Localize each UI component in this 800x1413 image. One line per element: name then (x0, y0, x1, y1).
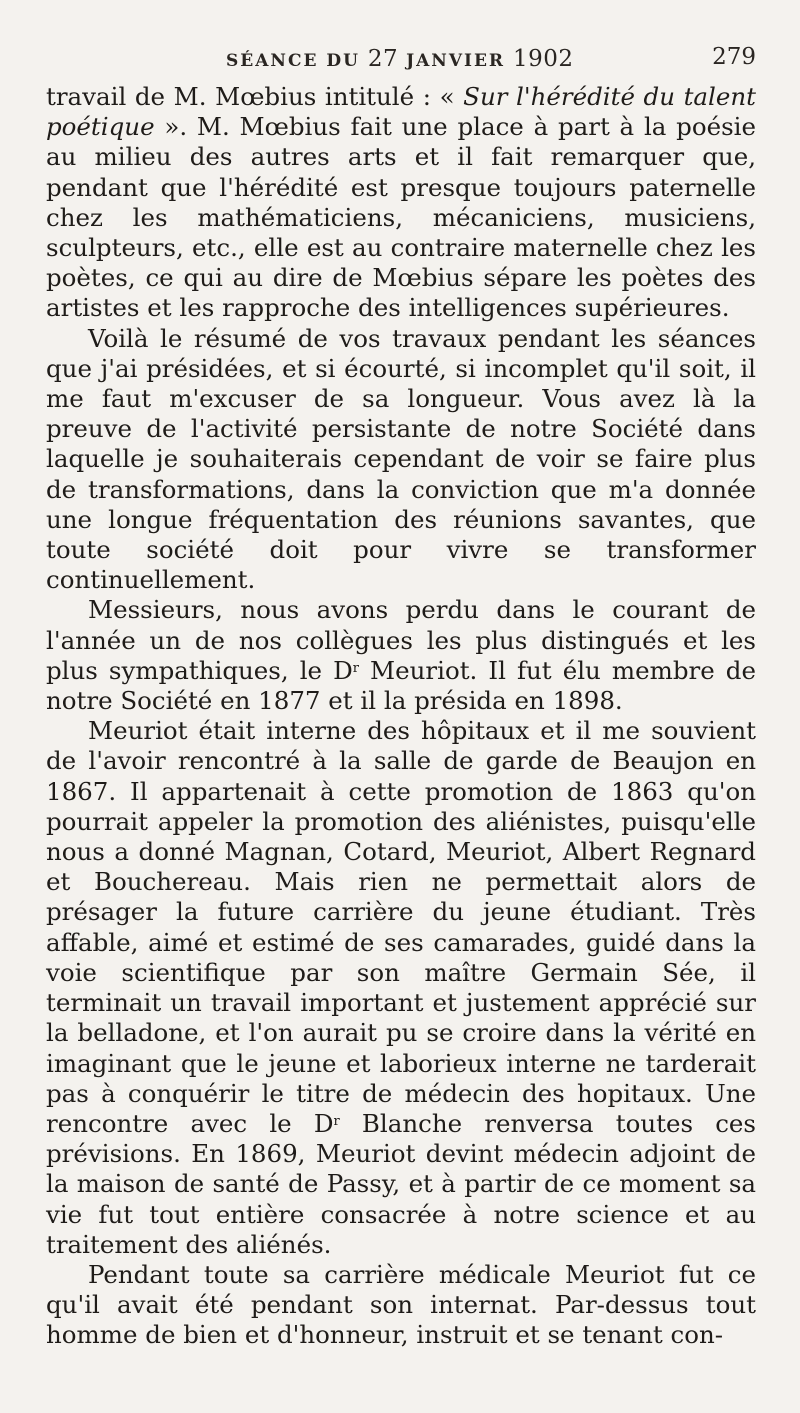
running-title-year: 1902 (512, 46, 574, 72)
running-title (226, 46, 574, 72)
paragraph (46, 1260, 756, 1351)
text-run: Voilà le résumé de vos travaux pendant les séances que j'ai présidées, et si écourté, si incomplet qu'il soit, il me faut m'excuser de sa longueur. Vous avez là la preuve de l'activité persistante de notre Société dans laquelle je souhaiterais cependant de voir se faire plus de transformations, dans la conviction que m'a donnée une longue fréquentation des réunions savantes, que toute société doit pour vivre se transformer continuellement. (46, 323, 756, 595)
text-run: ». M. Mœbius fait une place à part à la poésie au milieu des autres arts et il fait remarquer que, pendant que l'hérédité est presque toujours paternelle chez les mathématiciens, mécaniciens, musiciens, sculpteurs, etc., elle est au contraire maternelle chez les poètes, ce qui au dire de Mœbius sépare les poètes des artistes et les rapproche des intelligences supérieures. (46, 112, 756, 323)
italic-title: Sur l'hérédité du talent poétique (46, 82, 756, 142)
superscript: r (333, 1113, 340, 1129)
paragraph (46, 82, 756, 324)
paragraph (46, 324, 756, 596)
running-title-day: 27 (367, 46, 399, 72)
text-run: Blanche renversa toutes ces prévisions. En 1869, Meuriot devint médecin adjoint de la maison de santé de Passy, et à partir de ce moment sa vie fut tout entière consacrée à notre science et au traitement des aliénés. (46, 1108, 756, 1259)
body-text (46, 82, 756, 1351)
text-run: Pendant toute sa carrière médicale Meuriot fut ce qu'il avait été pendant son internat. Par-dessus tout homme de bien et d'honneur, instruit et se tenant con- (46, 1259, 756, 1350)
text-run: travail de M. Mœbius intitulé : « (46, 82, 464, 111)
superscript: r (352, 660, 359, 676)
running-title-prefix: SÉANCE DU (226, 51, 360, 71)
paragraph (46, 595, 756, 716)
text-run: Meuriot était interne des hôpitaux et il me souvient de l'avoir rencontré à la salle de garde de Beaujon en 1867. Il appartenait à cette promotion de 1863 qu'on pourrait appeler la promotion des aliénistes, puisqu'elle nous a donné Magnan, Cotard, Meuriot, Albert Regnard et Bouchereau. Mais rien ne permettait alors de présager la future carrière du jeune étudiant. Très affable, aimé et estimé de ses camarades, guidé dans la voie scientifique par son maître Germain Sée, il terminait un travail important et justement apprécié sur la belladone, et l'on aurait pu se croire dans la vérité en imaginant que le jeune et laborieux interne ne tarderait pas à conquérir le titre de médecin des hopitaux. Une rencontre avec le D (46, 716, 756, 1138)
paragraph (46, 716, 756, 1260)
text-run: Messieurs, nous avons perdu dans le courant de l'année un de nos collègues les plus distingués et les plus sympathiques, le D (46, 595, 756, 685)
page-header (46, 32, 756, 82)
text-run: Meuriot. Il fut élu membre de notre Société en 1877 et il la présida en 1898. (46, 655, 756, 716)
running-title-month: JANVIER (406, 51, 506, 71)
page-number: 279 (712, 44, 756, 70)
